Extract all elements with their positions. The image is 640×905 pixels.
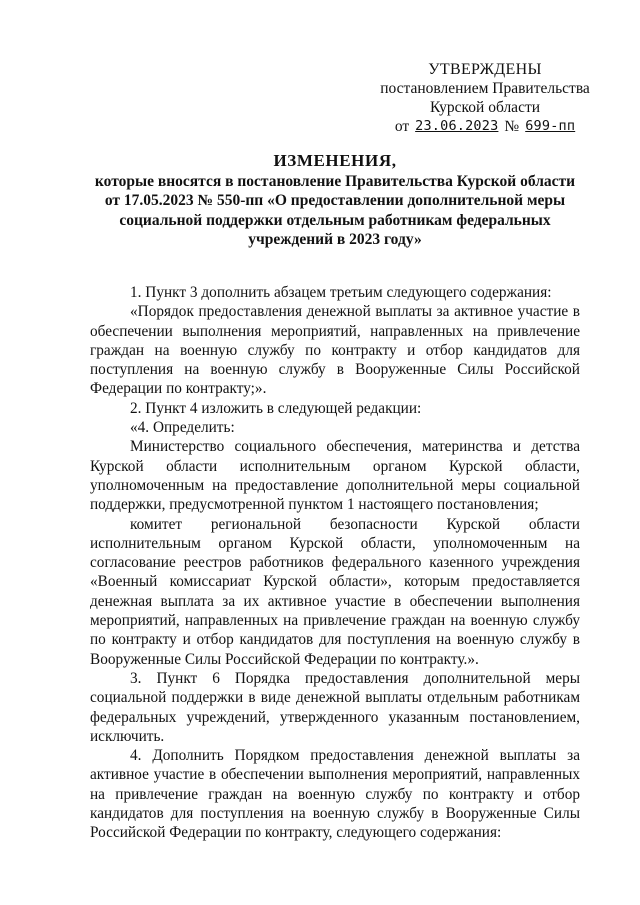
approval-stamp bbox=[372, 60, 598, 136]
paragraph-3: 2. Пункт 4 изложить в следующей редакции: bbox=[130, 399, 422, 417]
document-title: ИЗМЕНЕНИЯ, bbox=[273, 151, 397, 170]
paragraph-7: 3. Пункт 6 Порядка предоставления дополнительной меры социальной поддержки в виде денежной выплаты отдельным работникам федеральных учреждений, утвержденного указанным постановлением, исключить. bbox=[90, 669, 580, 745]
approval-line-1: постановлением Правительства bbox=[380, 80, 590, 97]
date-prefix: от bbox=[394, 118, 410, 135]
document-title-block bbox=[90, 151, 580, 250]
paragraph-8: 4. Дополнить Порядком предоставления денежной выплаты за активное участие в обеспечении выполнения мероприятий, направленных на привлечение граждан на военную службу по контракту и отбор кандидатов для поступления на военную службу в Вооруженные Силы Российской Федерации по контракту, следующего содержания: bbox=[90, 747, 580, 842]
approval-date: 23.06.2023 bbox=[415, 118, 499, 134]
approval-dateline bbox=[372, 117, 598, 136]
paragraph-5: Министерство социального обеспечения, материнства и детства Курской области исполнительным органом Курской области, уполномоченным на предоставление дополнительной меры социальной поддержки, предусмотренной пунктом 1 настоящего постановления; bbox=[90, 438, 580, 514]
document-body bbox=[90, 283, 580, 843]
paragraph-1: 1. Пункт 3 дополнить абзацем третьим следующего содержания: bbox=[130, 284, 552, 301]
document-subtitle: которые вносятся в постановление Правительства Курской области от 17.05.2023 № 550-пп «О предоставлении дополнительной меры социальной поддержки отдельным работникам федеральных учреждений в 2023 году» bbox=[94, 172, 576, 248]
approval-line-2: Курской области bbox=[429, 99, 541, 116]
approval-heading: УТВЕРЖДЕНЫ bbox=[428, 61, 542, 78]
paragraph-2: «Порядок предоставления денежной выплаты за активное участие в обеспечении выполнения мероприятий, направленных на привлечение граждан на военную службу по контракту и отбор кандидатов для поступления на военную службу в Вооруженные Силы Российской Федерации по контракту;». bbox=[90, 303, 580, 398]
approval-number: 699-пп bbox=[525, 118, 576, 134]
number-prefix: № bbox=[504, 118, 520, 135]
paragraph-6: комитет региональной безопасности Курской области исполнительным органом Курской области, уполномоченным на согласование реестров работников федерального казенного учреждения «Военный комиссариат Курской области», которым предоставляется денежная выплата за их активное участие в обеспечении выполнения мероприятий, направленных на привлечение граждан на военную службу по контракту и отбор кандидатов для поступления на военную службу в Вооруженные Силы Российской Федерации по контракту.». bbox=[90, 515, 580, 668]
paragraph-4: «4. Определить: bbox=[130, 419, 235, 437]
